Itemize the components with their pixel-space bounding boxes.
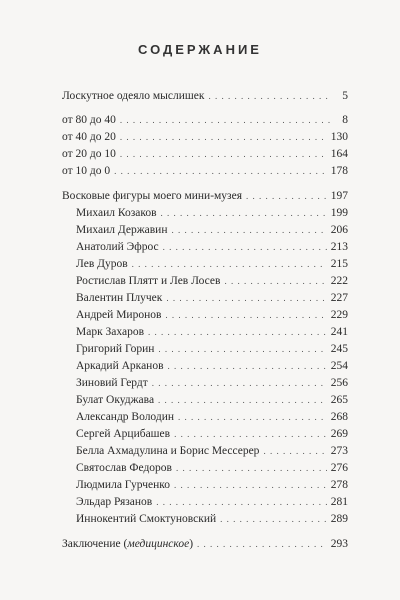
toc-subentry — [76, 256, 348, 272]
toc-entry-page: 5 — [342, 90, 348, 102]
toc-entry-label: Анатолий Эфрос — [76, 241, 159, 253]
toc-entry-page: 199 — [330, 207, 348, 219]
leader-dots — [208, 88, 330, 104]
toc-subentry — [76, 239, 348, 255]
leader-dots — [120, 129, 327, 145]
leader-dots — [163, 239, 327, 255]
toc-entry-label: Валентин Плучек — [76, 292, 163, 304]
leader-dots — [263, 443, 326, 459]
toc-entry-page: 164 — [330, 148, 348, 160]
leader-dots — [197, 536, 327, 552]
toc-entry-label: Михаил Козаков — [76, 207, 157, 219]
toc-entry — [62, 88, 348, 104]
toc-subentry — [76, 460, 348, 476]
leader-dots — [132, 256, 327, 272]
toc-subentry — [76, 273, 348, 289]
toc-entry-label: Александр Володин — [76, 411, 175, 423]
leader-dots — [224, 273, 326, 289]
toc-entry-label: Святослав Федоров — [76, 462, 172, 474]
toc-subentry — [76, 290, 348, 306]
toc-entry — [62, 112, 348, 128]
toc-entry-page: 281 — [330, 496, 348, 508]
leader-dots — [148, 324, 327, 340]
toc-entry-label: Андрей Миронов — [76, 309, 162, 321]
toc-entry — [62, 146, 348, 162]
toc-entry-page: 293 — [330, 538, 348, 550]
leader-dots — [174, 477, 327, 493]
toc-subentry — [76, 392, 348, 408]
toc-subentry — [76, 222, 348, 238]
toc-entry-label: от 40 до 20 — [62, 131, 116, 143]
leader-dots — [168, 358, 327, 374]
leader-dots — [178, 409, 327, 425]
toc-entry-page: 265 — [330, 394, 348, 406]
leader-dots — [158, 341, 326, 357]
toc-entry-label: Марк Захаров — [76, 326, 145, 338]
toc-entry-page: 245 — [330, 343, 348, 355]
leader-dots — [166, 290, 326, 306]
toc-entry-label: Эльдар Рязанов — [76, 496, 153, 508]
toc-subentry — [76, 477, 348, 493]
toc-entry-page: 254 — [330, 360, 348, 372]
leader-dots — [158, 392, 327, 408]
toc-subentry — [76, 341, 348, 357]
toc-entry-page: 256 — [330, 377, 348, 389]
toc-entry-label: Зиновий Гердт — [76, 377, 148, 389]
toc-entry-label: Ростислав Плятт и Лев Лосев — [76, 275, 221, 287]
toc-entry-page: 289 — [330, 513, 348, 525]
toc-entry-label: Аркадий Арканов — [76, 360, 164, 372]
leader-dots — [152, 375, 327, 391]
toc-subentry — [76, 443, 348, 459]
toc-entry — [62, 163, 348, 179]
toc-entry-label: Лоскутное одеяло мыслишек — [62, 90, 205, 102]
toc-entry-label: Михаил Державин — [76, 224, 168, 236]
toc-entry-label: Белла Ахмадулина и Борис Мессерер — [76, 445, 260, 457]
toc-entry-label: Восковые фигуры моего мини-музея — [62, 190, 242, 202]
toc-entry-page: 213 — [330, 241, 348, 253]
toc-subentry — [76, 307, 348, 323]
toc-entry-page: 276 — [330, 462, 348, 474]
leader-dots — [246, 188, 327, 204]
toc-subentry — [76, 511, 348, 527]
leader-dots — [174, 426, 327, 442]
toc-subentry — [76, 426, 348, 442]
toc-entry-label: Лев Дуров — [76, 258, 128, 270]
toc-entry-label: от 20 до 10 — [62, 148, 116, 160]
leader-dots — [161, 205, 327, 221]
leader-dots — [171, 222, 326, 238]
toc-entry — [62, 129, 348, 145]
toc-entry-label: Сергей Арцибашев — [76, 428, 171, 440]
toc-entry-page: 222 — [330, 275, 348, 287]
toc-entry-label: Заключение (медицинское) — [62, 538, 194, 550]
toc-entry-page: 227 — [330, 292, 348, 304]
toc-entry-label: Людмила Гурченко — [76, 479, 171, 491]
toc-entry — [62, 188, 348, 204]
toc-entry-label: Григорий Горин — [76, 343, 155, 355]
toc-subentry — [76, 375, 348, 391]
leader-dots — [114, 163, 327, 179]
leader-dots — [156, 494, 327, 510]
leader-dots — [120, 112, 330, 128]
toc-entry — [62, 536, 348, 552]
toc-subentry — [76, 494, 348, 510]
toc-entry-page: 206 — [330, 224, 348, 236]
toc-entry-page: 197 — [330, 190, 348, 202]
toc-entry-label: от 10 до 0 — [62, 165, 111, 177]
leader-dots — [220, 511, 327, 527]
leader-dots — [120, 146, 327, 162]
toc-entry-label: Иннокентий Смоктуновский — [76, 513, 217, 525]
toc-entry-page: 273 — [330, 445, 348, 457]
leader-dots — [165, 307, 326, 323]
toc-subentry — [76, 358, 348, 374]
toc-entry-page: 215 — [330, 258, 348, 270]
toc-subentry — [76, 205, 348, 221]
toc-entry-label: Булат Окуджава — [76, 394, 155, 406]
toc-subentry — [76, 409, 348, 425]
toc-entry-page: 278 — [330, 479, 348, 491]
leader-dots — [176, 460, 327, 476]
page-title: СОДЕРЖАНИЕ — [138, 42, 262, 57]
toc-entry-label: от 80 до 40 — [62, 114, 116, 126]
toc-entry-label-italic: медицинское — [127, 538, 190, 550]
toc-entry-page: 241 — [330, 326, 348, 338]
toc-entry-page: 268 — [330, 411, 348, 423]
toc-entry-page: 269 — [330, 428, 348, 440]
toc-entry-page: 229 — [330, 309, 348, 321]
toc-subentry — [76, 324, 348, 340]
toc-entry-page: 178 — [330, 165, 348, 177]
toc-entry-page: 130 — [330, 131, 348, 143]
toc-entry-page: 8 — [342, 114, 348, 126]
